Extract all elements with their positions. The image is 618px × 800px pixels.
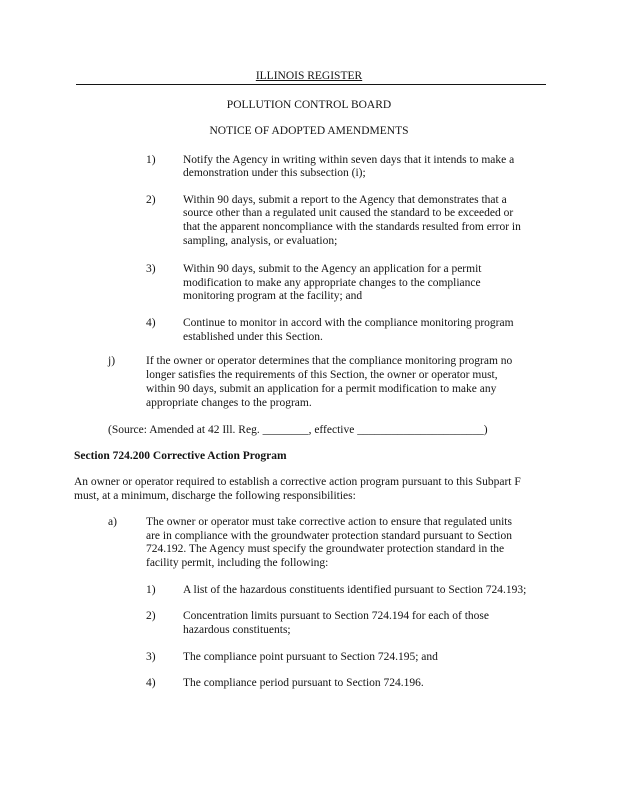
paragraph-line: longer satisfies the requirements of this Section, the owner or operator must,: [146, 369, 498, 381]
paragraph-line: 724.192. The Agency must specify the groundwater protection standard in the: [146, 543, 505, 555]
intro-line: An owner or operator required to establish a corrective action program pursuant to this Subpart F: [74, 476, 521, 488]
paragraph-line: facility permit, including the following:: [146, 557, 329, 569]
item-label: 1): [146, 154, 156, 166]
item-line: monitoring program at the facility; and: [183, 290, 363, 302]
item-line: hazardous constituents;: [183, 624, 291, 636]
item-line: The compliance period pursuant to Section 724.196.: [183, 677, 424, 689]
paragraph-line: If the owner or operator determines that the compliance monitoring program no: [146, 355, 513, 367]
item-line: Within 90 days, submit a report to the Agency that demonstrates that a: [183, 194, 507, 206]
item-label: 1): [146, 584, 156, 596]
item-label: 2): [146, 610, 156, 622]
notice-title: NOTICE OF ADOPTED AMENDMENTS: [209, 125, 409, 137]
source-note: (Source: Amended at 42 Ill. Reg. ________, effective ______________________): [108, 424, 488, 436]
header-rule: [76, 84, 546, 85]
paragraph-line: appropriate changes to the program.: [146, 397, 312, 409]
item-line: Within 90 days, submit to the Agency an application for a permit: [183, 263, 482, 275]
item-label: 3): [146, 651, 156, 663]
item-line: sampling, analysis, or evaluation;: [183, 235, 338, 247]
paragraph-label: j): [108, 355, 116, 367]
item-label: 4): [146, 677, 156, 689]
item-line: Continue to monitor in accord with the compliance monitoring program: [183, 317, 514, 329]
item-line: that the apparent noncompliance with the standards resulted from error in: [183, 221, 521, 233]
item-line: modification to make any appropriate changes to the compliance: [183, 277, 481, 289]
intro-line: must, at a minimum, discharge the following responsibilities:: [74, 490, 356, 502]
item-line: Notify the Agency in writing within seven days that it intends to make a: [183, 154, 515, 166]
paragraph-line: are in compliance with the groundwater protection standard pursuant to Section: [146, 530, 512, 542]
item-line: A list of the hazardous constituents identified pursuant to Section 724.193;: [183, 584, 527, 596]
item-label: 3): [146, 263, 156, 275]
item-line: Concentration limits pursuant to Section 724.194 for each of those: [183, 610, 489, 622]
paragraph-line: within 90 days, submit an application for a permit modification to make any: [146, 383, 497, 395]
section-heading: Section 724.200 Corrective Action Program: [74, 450, 287, 462]
item-line: source other than a regulated unit caused the standard to be exceeded or: [183, 207, 514, 219]
item-line: demonstration under this subsection (i);: [183, 167, 366, 179]
item-label: 2): [146, 194, 156, 206]
register-title: ILLINOIS REGISTER: [255, 70, 363, 82]
paragraph-line: The owner or operator must take corrective action to ensure that regulated units: [146, 516, 512, 528]
item-label: 4): [146, 317, 156, 329]
item-line: established under this Section.: [183, 331, 323, 343]
paragraph-label: a): [108, 516, 117, 528]
item-line: The compliance point pursuant to Section 724.195; and: [183, 651, 438, 663]
board-title: POLLUTION CONTROL BOARD: [226, 99, 392, 111]
